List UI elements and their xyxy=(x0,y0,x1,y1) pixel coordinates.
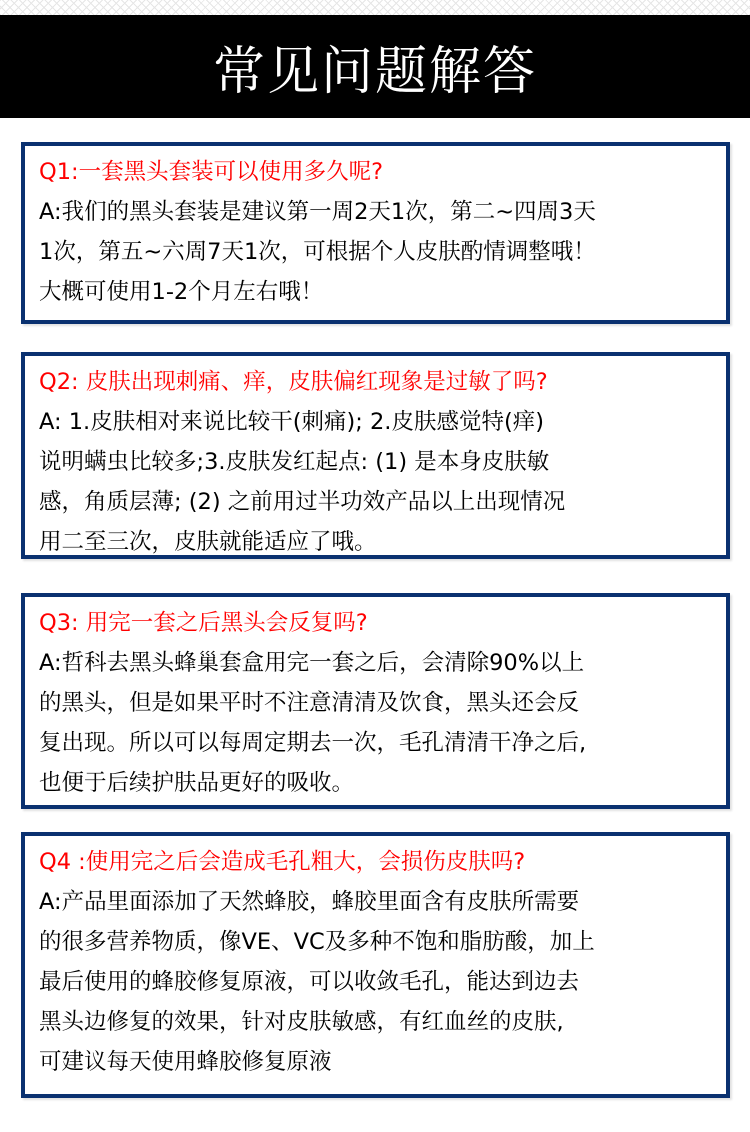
faq-answer-line: 说明螨虫比较多;3.皮肤发红起点: (1) 是本身皮肤敏 xyxy=(39,449,550,475)
faq-answer-line: 用二至三次，皮肤就能适应了哦。 xyxy=(39,529,377,555)
faq-item-1 xyxy=(21,142,730,324)
faq-answer-line: 1次，第五~六周7天1次，可根据个人皮肤酌情调整哦！ xyxy=(39,239,596,265)
faq-answer-line: 黑头边修复的效果，针对皮肤敏感，有红血丝的皮肤, xyxy=(39,1009,564,1035)
page-header xyxy=(0,15,750,118)
decorative-pattern-strip xyxy=(0,0,750,15)
faq-item-3 xyxy=(21,593,730,809)
faq-question: Q1:一套黑头套装可以使用多久呢? xyxy=(39,159,384,185)
faq-item-4 xyxy=(21,832,730,1098)
faq-answer-line: 可建议每天使用蜂胶修复原液 xyxy=(39,1049,332,1075)
faq-answer-line: 大概可使用1-2个月左右哦！ xyxy=(39,279,324,305)
faq-answer xyxy=(39,402,726,562)
faq-answer-line: 也便于后续护肤品更好的吸收。 xyxy=(39,770,355,796)
faq-answer-line: A:产品里面添加了天然蜂胶，蜂胶里面含有皮肤所需要 xyxy=(39,889,580,915)
faq-answer xyxy=(39,643,726,803)
faq-answer xyxy=(39,882,726,1082)
faq-answer xyxy=(39,192,726,312)
faq-question: Q4 :使用完之后会造成毛孔粗大，会损伤皮肤吗? xyxy=(39,849,526,875)
faq-answer-line: A: 1.皮肤相对来说比较干(刺痛); 2.皮肤感觉特(痒) xyxy=(39,409,545,435)
faq-answer-line: 最后使用的蜂胶修复原液，可以收敛毛孔，能达到边去 xyxy=(39,969,580,995)
faq-question: Q3: 用完一套之后黑头会反复吗? xyxy=(39,610,368,636)
faq-item-2 xyxy=(21,352,730,559)
faq-answer-line: 感，角质层薄; (2) 之前用过半功效产品以上出现情况 xyxy=(39,489,566,515)
faq-answer-line: 复出现。所以可以每周定期去一次，毛孔清清干净之后, xyxy=(39,730,587,756)
faq-answer-line: 的黑头，但是如果平时不注意清清及饮食，黑头还会反 xyxy=(39,690,580,716)
faq-answer-line: 的很多营养物质，像VE、VC及多种不饱和脂肪酸，加上 xyxy=(39,929,595,955)
page-title: 常见问题解答 xyxy=(212,42,537,102)
faq-answer-line: A:我们的黑头套装是建议第一周2天1次，第二~四周3天 xyxy=(39,199,596,225)
faq-answer-line: A:哲科去黑头蜂巢套盒用完一套之后，会清除90%以上 xyxy=(39,650,585,676)
faq-question: Q2: 皮肤出现刺痛、痒，皮肤偏红现象是过敏了吗? xyxy=(39,369,548,395)
